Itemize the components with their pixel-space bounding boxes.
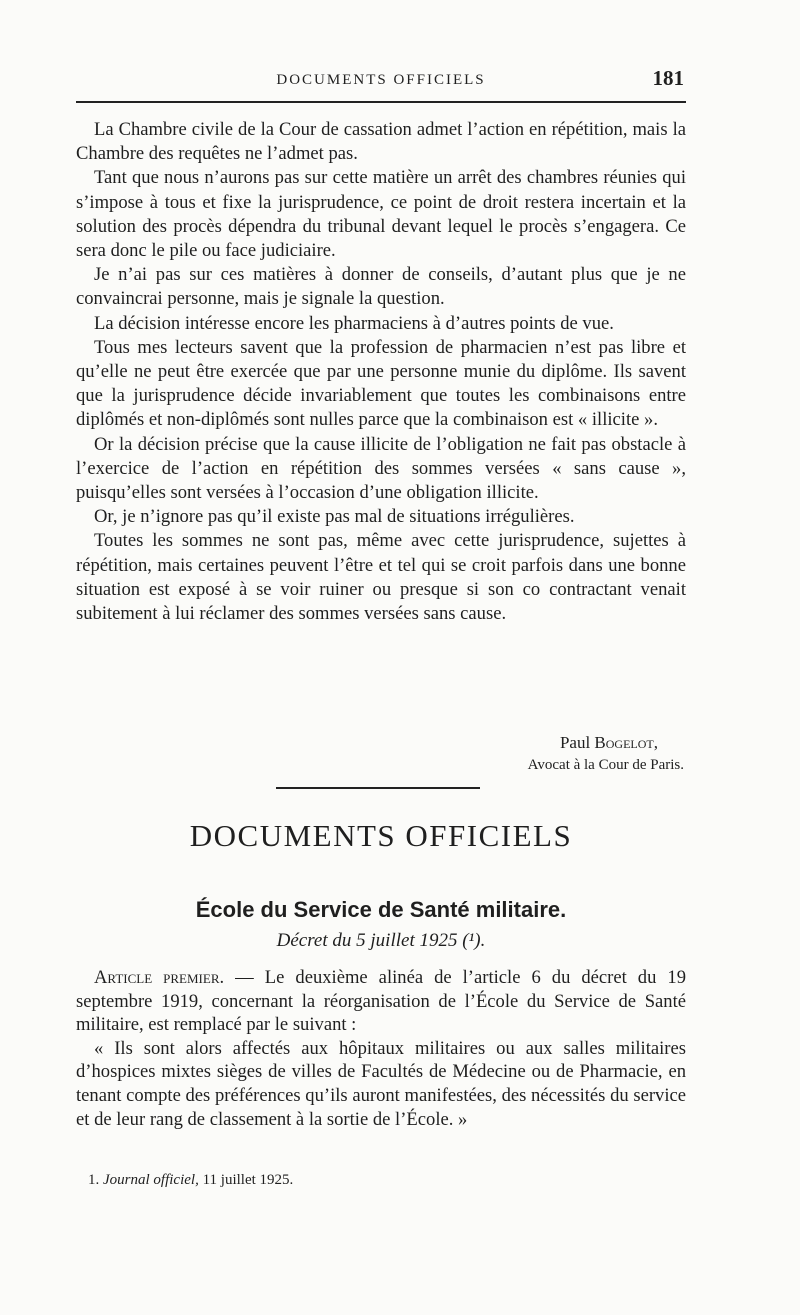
section-title: DOCUMENTS OFFICIELS [189, 818, 573, 853]
header-rule [76, 101, 686, 103]
paragraph: Tant que nous n’aurons pas sur cette matière un arrêt des chambres réunies qui s’impose à tous et fixe la jurisprudence, ce point de droit restera incertain et la solution des procès dépendra du tribunal devant lequel le procès s’engagera. Ce sera donc le pile ou face judiciaire. [76, 167, 686, 262]
article-quote: « Ils sont alors affectés aux hôpitaux militaires ou aux salles militaires d’hospices mixtes sièges de villes de Facultés de Médecine ou de Pharmacie, en tenant compte des préférences qu’ils auront manifestées, des nécessités du service et de leur rang de classement à la sortie de l’École. » [76, 1037, 686, 1130]
section-separator [276, 787, 480, 789]
footnote-source: Journal officiel, [103, 1172, 199, 1188]
footnote [88, 1172, 686, 1189]
decree-title: Décret du 5 juillet 1925 [276, 930, 458, 951]
document-subheading [76, 930, 686, 952]
paragraph: Tous mes lecteurs savent que la profession de pharmacien n’est pas libre et qu’elle ne peut être exercée que par une personne munie du diplôme. Ils savent que la jurisprudence décide invariablement que toutes les combinaisons entre diplômés et non-diplômés sont nulles parce que la combinaison est « illicite ». [76, 336, 686, 431]
paragraph: La Chambre civile de la Cour de cassation admet l’action en répétition, mais la Chambre des requêtes ne l’admet pas. [76, 119, 686, 165]
author-name [76, 732, 686, 754]
article-label: Article premier. [94, 967, 225, 988]
author-title: Avocat à la Cour de Paris. [527, 757, 684, 773]
paragraph: La décision intéresse encore les pharmaciens à d’autres points de vue. [94, 312, 614, 334]
footnote-date: 11 juillet 1925. [198, 1172, 294, 1188]
paragraph: Or la décision précise que la cause illicite de l’obligation ne fait pas obstacle à l’exercice de l’action en répétition des sommes versées « sans cause », puisqu’elles sont versées à l’occasion d’une obligation illicite. [76, 433, 686, 504]
running-title: DOCUMENTS OFFICIELS [276, 72, 486, 88]
article-paragraph [76, 966, 686, 1037]
running-head [76, 66, 686, 96]
author-first-name: Paul [559, 733, 595, 752]
document-heading: École du Service de Santé militaire. [195, 897, 567, 922]
paragraph: Or, je n’ignore pas qu’il existe pas mal de situations irrégulières. [94, 506, 575, 528]
article-body [76, 118, 686, 626]
page-number: 181 [652, 66, 684, 90]
decree-text [76, 966, 686, 1131]
paragraph: Je n’ai pas sur ces matières à donner de conseils, d’autant plus que je ne convaincrai personne, mais je signale la question. [76, 264, 686, 310]
article-lead: — Le deuxième alinéa de l’article 6 du décret du 19 septembre 1919, concernant la réorganisation de l’École du Service de Santé militaire, est remplacé par le suivant : [76, 967, 687, 1036]
paragraph: Toutes les sommes ne sont pas, même avec cette jurisprudence, sujettes à répétition, mais certaines peuvent l’être et tel qui se croit parfois dans une bonne situation est exposé à se voir ruiner ou presque si son co contractant venait subitement à lui réclamer des sommes versées sans cause. [76, 530, 686, 625]
author-last-name: Bogelot, [594, 733, 658, 752]
signature-block [76, 732, 686, 776]
footnote-marker: (¹). [462, 930, 486, 951]
footnote-number: 1. [88, 1172, 103, 1188]
